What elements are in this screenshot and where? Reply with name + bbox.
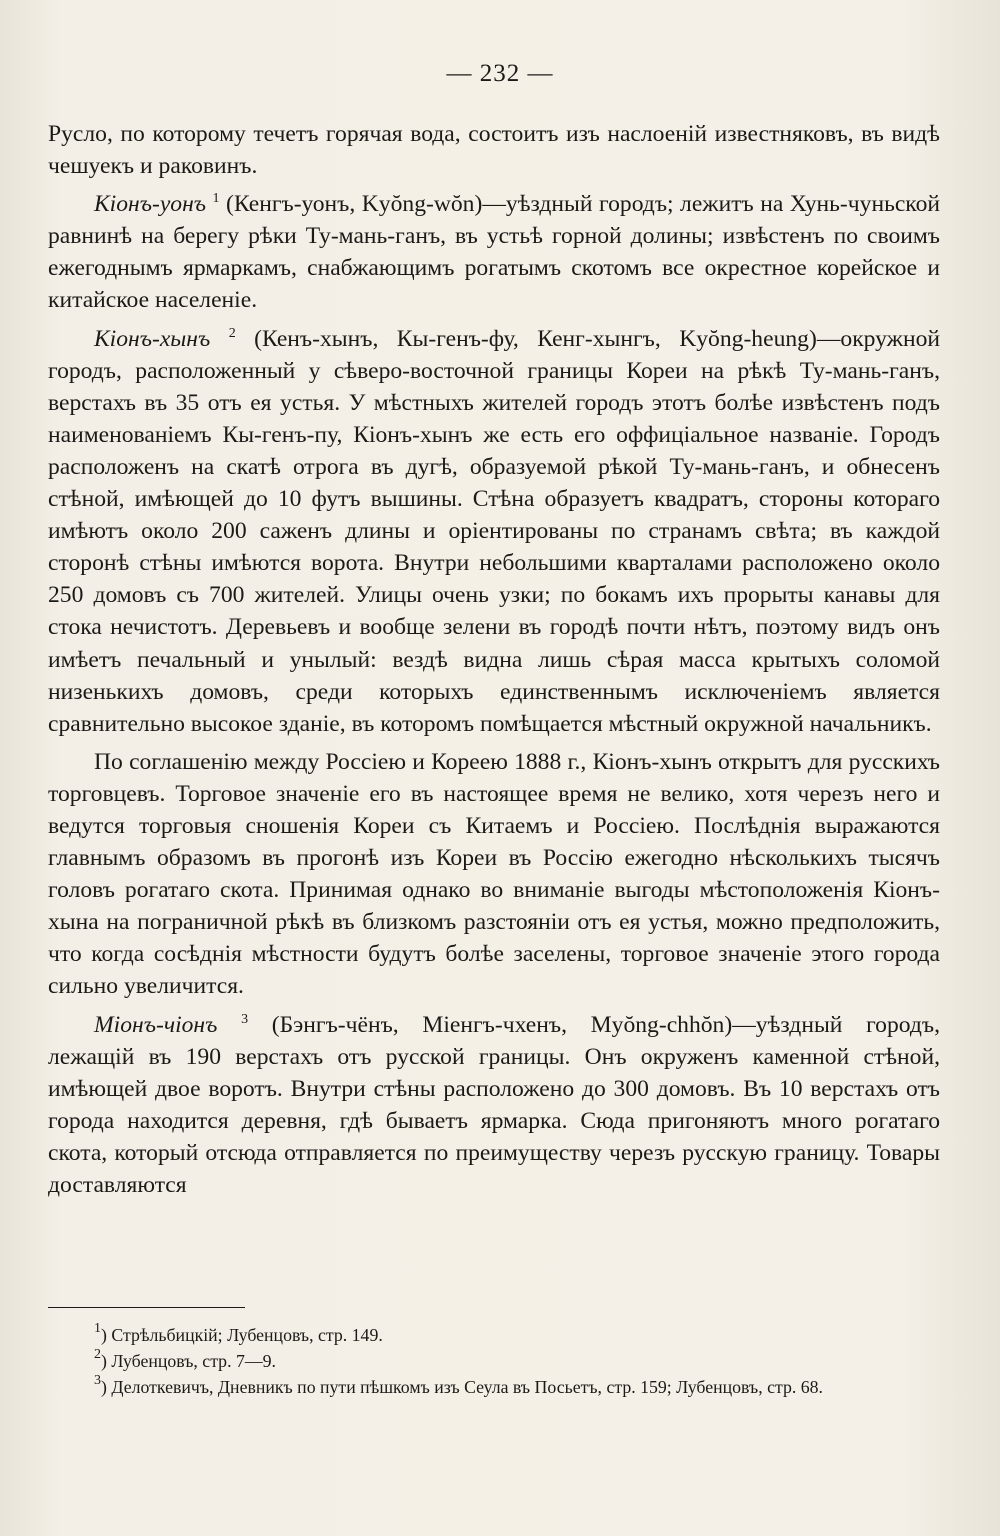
paragraph-text: По соглашенію между Россіею и Кореею 1888 г., Кіонъ-хынъ открытъ для русскихъ торговцевъ. Торговое значеніе его въ настоящее время не велико, хотя черезъ него и ведутся торговыя сношенія Кореи съ Китаемъ и Россіею. Послѣднія выражаются главнымъ образомъ въ прогонѣ изъ Кореи въ Россію ежегодно нѣсколькихъ тысячъ головъ рогатаго скота. Принимая однако во вниманіе выгоды мѣстоположенія Кіонъ-хына на пограничной рѣкѣ въ близкомъ разстояніи отъ ея устья, можно предположить, что когда сосѣднія мѣстности будутъ болѣе заселены, торговое значеніе этого города сильно увеличится. [48, 748, 940, 1000]
footnote-divider [48, 1307, 245, 1308]
footnote [48, 1348, 940, 1374]
footnote-ref: 1 [212, 191, 220, 207]
page-number: — 232 — [446, 60, 554, 87]
paragraph-text: (Кенгъ-уонъ, Kyŏng-wŏn)—уѣздный городъ; лежитъ на Хунь-чуньской равнинѣ на берегу рѣки Ту-мань-ганъ, въ устьѣ горной долины; извѣстенъ по своимъ ежегоднымъ ярмаркамъ, снабжающимъ рогатымъ скотомъ все окрестное корейское и китайское населеніе. [48, 191, 940, 314]
footnote-text: ) Лубенцовъ, стр. 7—9. [101, 1351, 276, 1371]
body-text [48, 118, 940, 1201]
place-name: Кіонъ-хынъ [94, 325, 211, 352]
footnote [48, 1322, 940, 1348]
footnote-mark: 3 [94, 1373, 101, 1388]
place-name: Міонъ-чіонъ [94, 1011, 218, 1038]
paragraph [48, 323, 940, 740]
paragraph [48, 1009, 940, 1202]
footnote-ref: 2 [228, 325, 236, 341]
footnote [48, 1374, 940, 1400]
place-name: Кіонъ-уонъ [94, 191, 207, 218]
footnote-mark: 2 [94, 1347, 101, 1362]
footnote-ref: 3 [241, 1011, 249, 1027]
paragraph [48, 746, 940, 1003]
paragraph [48, 188, 940, 316]
paragraph [48, 118, 940, 182]
footnote-text: ) Делоткевичъ, Дневникъ по пути пѣшкомъ изъ Сеула въ Посьетъ, стр. 159; Лубенцовъ, стр. 68. [101, 1377, 823, 1397]
paragraph-text: Русло, по которому течетъ горячая вода, состоитъ изъ наслоеній известняковъ, въ видѣ чешуекъ и раковинъ. [48, 121, 940, 180]
footnote-mark: 1 [94, 1321, 101, 1336]
footnotes [48, 1322, 940, 1400]
paragraph-text: (Бэнгъ-чёнъ, Міенгъ-чхенъ, Myŏng-chhŏn)—уѣздный городъ, лежащій въ 190 верстахъ отъ русской границы. Онъ окруженъ каменной стѣной, имѣющей двое воротъ. Внутри стѣны расположено до 300 домовъ. Въ 10 верстахъ отъ города находится деревня, гдѣ бываетъ ярмарка. Сюда пригоняютъ много рогатаго скота, который отсюда отправляется по преимуществу черезъ русскую границу. Товары доставляются [48, 1011, 940, 1198]
paragraph-text: (Кенъ-хынъ, Кы-генъ-фу, Кенг-хынгъ, Kyŏng-heung)—окружной городъ, расположенный у сѣверо-восточной границы Кореи на рѣкѣ Ту-мань-ганъ, верстахъ въ 35 отъ ея устья. У мѣстныхъ жителей городъ этотъ болѣе извѣстенъ подъ наименованіемъ Кы-генъ-пу, Кіонъ-хынъ же есть его оффиціальное названіе. Городъ расположенъ на скатѣ отрога въ дугѣ, образуемой рѣкой Ту-мань-ганъ, и обнесенъ стѣной, имѣющей до 10 футъ вышины. Стѣна образуетъ квадратъ, стороны котораго имѣютъ около 200 саженъ длины и оріентированы по странамъ свѣта; въ каждой сторонѣ стѣны имѣются ворота. Внутри небольшими кварталами расположено около 250 домовъ съ 700 жителей. Улицы очень узки; по бокамъ ихъ прорыты канавы для стока нечистотъ. Деревьевъ и вообще зелени въ городѣ почти нѣтъ, поэтому видъ онъ имѣетъ печальный и унылый: вездѣ видна лишь сѣрая масса крытыхъ соломой низенькихъ домовъ, среди которыхъ единственнымъ исключеніемъ является сравнительно высокое зданіе, въ которомъ помѣщается мѣстный окружной начальникъ. [48, 325, 940, 737]
footnote-text: ) Стрѣльбицкій; Лубенцовъ, стр. 149. [101, 1325, 383, 1345]
